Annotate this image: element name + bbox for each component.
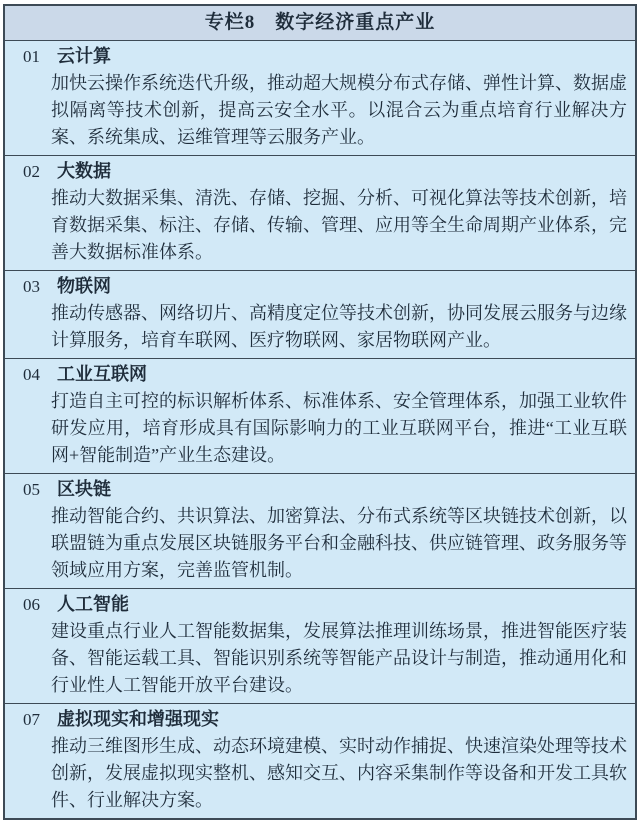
section-body-text: 加快云操作系统迭代升级，推动超大规模分布式存储、弹性计算、数据虚拟隔离等技术创新，提高云安全水平。以混合云为重点培育行业解决方案、系统集成、运维管理等云服务产业。 bbox=[51, 73, 627, 147]
section-heading bbox=[5, 273, 635, 300]
section-body-text: 推动大数据采集、清洗、存储、挖掘、分析、可视化算法等技术创新，培育数据采集、标注、存储、传输、管理、应用等全生命周期产业体系，完善大数据标准体系。 bbox=[51, 188, 627, 262]
section-body-text: 推动三维图形生成、动态环境建模、实时动作捕捉、快速渲染处理等技术创新，发展虚拟现实整机、感知交互、内容采集制作等设备和开发工具软件、行业解决方案。 bbox=[51, 736, 627, 810]
section-number: 04 bbox=[23, 365, 40, 384]
box-title: 专栏8 数字经济重点产业 bbox=[5, 6, 635, 40]
section-number: 05 bbox=[23, 480, 40, 499]
section-heading bbox=[5, 361, 635, 388]
section-row bbox=[5, 270, 635, 358]
section-number: 07 bbox=[23, 710, 40, 729]
section-body-text: 推动智能合约、共识算法、加密算法、分布式系统等区块链技术创新，以联盟链为重点发展区块链服务平台和金融科技、供应链管理、政务服务等领域应用方案，完善监管机制。 bbox=[51, 506, 627, 580]
section-row bbox=[5, 703, 635, 818]
section-body-text: 推动传感器、网络切片、高精度定位等技术创新，协同发展云服务与边缘计算服务，培育车联网、医疗物联网、家居物联网产业。 bbox=[51, 303, 627, 350]
section-heading bbox=[5, 591, 635, 618]
section-title: 大数据 bbox=[57, 161, 111, 181]
section-heading bbox=[5, 158, 635, 185]
section-heading bbox=[5, 476, 635, 503]
section-row bbox=[5, 473, 635, 588]
feature-box-table bbox=[3, 4, 637, 820]
section-title: 云计算 bbox=[57, 46, 111, 66]
section-title: 虚拟现实和增强现实 bbox=[57, 709, 219, 729]
section-title: 区块链 bbox=[57, 479, 111, 499]
section-heading bbox=[5, 43, 635, 70]
section-number: 01 bbox=[23, 47, 40, 66]
section-number: 03 bbox=[23, 277, 40, 296]
section-title: 人工智能 bbox=[57, 594, 129, 614]
section-row bbox=[5, 40, 635, 155]
section-title: 工业互联网 bbox=[57, 364, 147, 384]
section-number: 06 bbox=[23, 595, 40, 614]
section-heading bbox=[5, 706, 635, 733]
section-body-text: 打造自主可控的标识解析体系、标准体系、安全管理体系，加强工业软件研发应用，培育形成具有国际影响力的工业互联网平台，推进“工业互联网+智能制造”产业生态建设。 bbox=[51, 391, 627, 465]
section-title: 物联网 bbox=[57, 276, 111, 296]
section-row bbox=[5, 588, 635, 703]
section-row bbox=[5, 358, 635, 473]
section-row bbox=[5, 155, 635, 270]
section-body-text: 建设重点行业人工智能数据集，发展算法推理训练场景，推进智能医疗装备、智能运载工具、智能识别系统等智能产品设计与制造，推动通用化和行业性人工智能开放平台建设。 bbox=[51, 621, 627, 695]
sections-container bbox=[5, 40, 635, 818]
section-number: 02 bbox=[23, 162, 40, 181]
